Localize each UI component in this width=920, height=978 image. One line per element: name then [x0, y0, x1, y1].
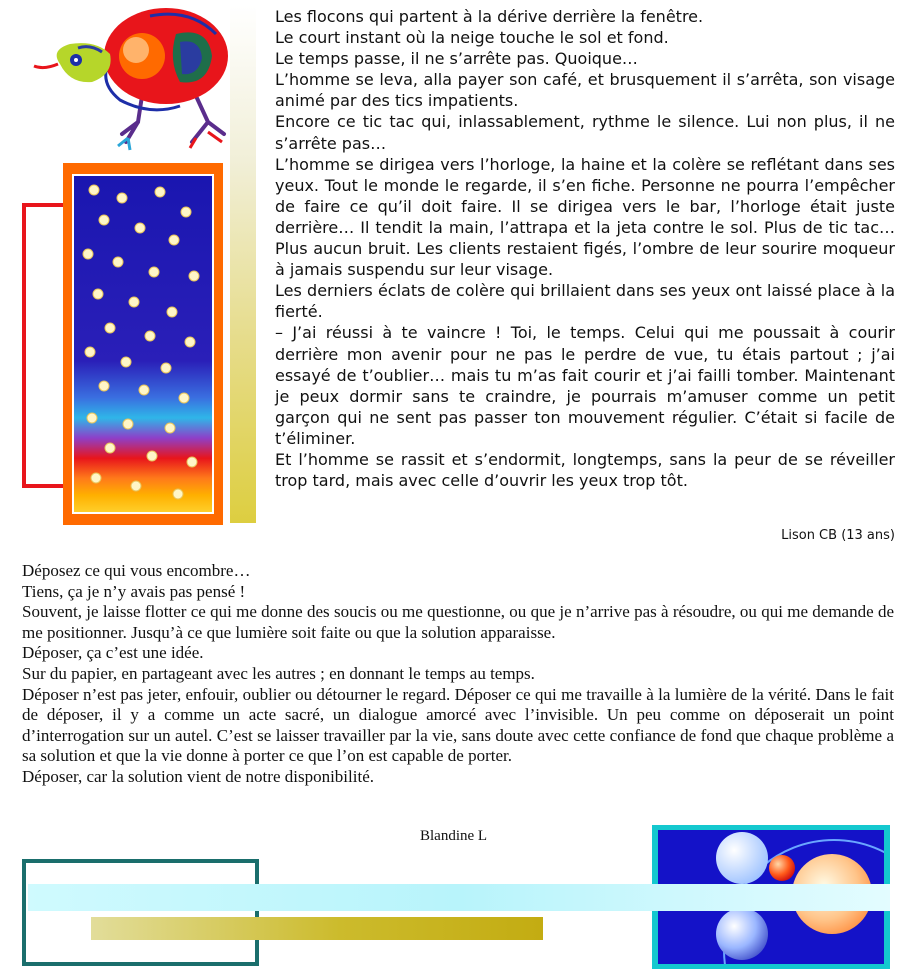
story-paragraph: Et l’homme se rassit et s’endormit, longtemps, sans la peur de se réveiller trop tard, mais avec celle d’ouvrir les yeux trop tôt.: [275, 449, 895, 491]
story-paragraph: Les flocons qui partent à la dérive derrière la fenêtre.: [275, 7, 704, 26]
vertical-gradient-bar: [230, 5, 256, 523]
story-paragraph: Le court instant où la neige touche le sol et fond.: [275, 28, 669, 48]
essay-paragraph: Déposez ce qui vous encombre…: [22, 561, 251, 580]
essay-paragraph: Déposer, ça c’est une idée.: [22, 643, 204, 663]
essay-paragraph: Souvent, je laisse flotter ce qui me donne des soucis ou me questionne, ou que je n’arrive pas à résoudre, ou qui me demande de me positionner. Jusqu’à ce que lumière soit faite ou que la solution apparaisse.: [22, 602, 894, 642]
essay-text: [22, 561, 894, 788]
essay-signature: Blandine L: [420, 828, 488, 844]
essay-paragraph: Déposer, car la solution vient de notre disponibilité.: [22, 766, 374, 786]
story-paragraph: – J’ai réussi à te vaincre ! Toi, le temps. Celui qui me poussait à courir derrière mon avenir pour ne pas le perdre de vue, tu étais partout ; j’ai essayé de t’oublier… mais tu m’as fait courir et j’ai failli tomber. Maintenant je peux dormir sans te craindre, je pourrais m’amuser comme un petit garçon qui ne sent pas passer ton mouvement régulier. C’était si facile de t’éliminer.: [275, 323, 895, 448]
teal-outline-frame: [22, 859, 259, 966]
story-text: [275, 6, 895, 491]
story-paragraph: L’homme se leva, alla payer son café, et brusquement il s’arrêta, son visage animé par des tics impatients.: [275, 70, 895, 111]
night-snow-painting: [74, 176, 212, 512]
essay-paragraph: Tiens, ça je n’y avais pas pensé !: [22, 581, 246, 601]
story-paragraph: Encore ce tic tac qui, inlassablement, rythme le silence. Lui non plus, il ne s’arrête pas…: [275, 112, 895, 153]
gold-gradient-band: [91, 917, 543, 940]
cyan-gradient-band: [28, 884, 890, 911]
essay-paragraph: Sur du papier, en partageant avec les autres ; en donnant le temps au temps.: [22, 663, 535, 683]
bird-drawing: [30, 4, 230, 164]
painting-mat: [72, 174, 214, 514]
story-signature: Lison CB (13 ans): [781, 528, 895, 543]
story-paragraph: L’homme se dirigea vers l’horloge, la haine et la colère se reflétant dans ses yeux. Tout le monde le regarde, il s’en fiche. Personne ne pourra l’empêcher de faire ce qu’il doit faire. Il se dirigea vers le bar, l’horloge était juste derrière… Il tendit la main, l’attrapa et la jeta contre le sol. Plus de tic tac… Plus aucun bruit. Les clients restaient figés, l’ombre de leur sourire moqueur à jamais suspendu sur leur visage.: [275, 154, 895, 280]
painting-frame: [63, 163, 223, 525]
story-paragraph: Les derniers éclats de colère qui brillaient dans ses yeux ont laissé place à la fierté.: [275, 281, 895, 322]
story-paragraph: Le temps passe, il ne s’arrête pas. Quoique…: [275, 49, 638, 69]
essay-paragraph: Déposer n’est pas jeter, enfouir, oublier ou détourner le regard. Déposer ce qui me travaille à la lumière de la vérité. Dans le fait de déposer, il y a comme un acte sacré, un dialogue amorcé avec l’invisible. Un peu comme on déposerait un point d’interrogation sur un autel. C’est se laisser travailler par la vie, sans doute avec cette confiance de fond que chaque problème a sa solution et que la vie donne à porter ce que l’on est capable de porter.: [22, 684, 894, 766]
